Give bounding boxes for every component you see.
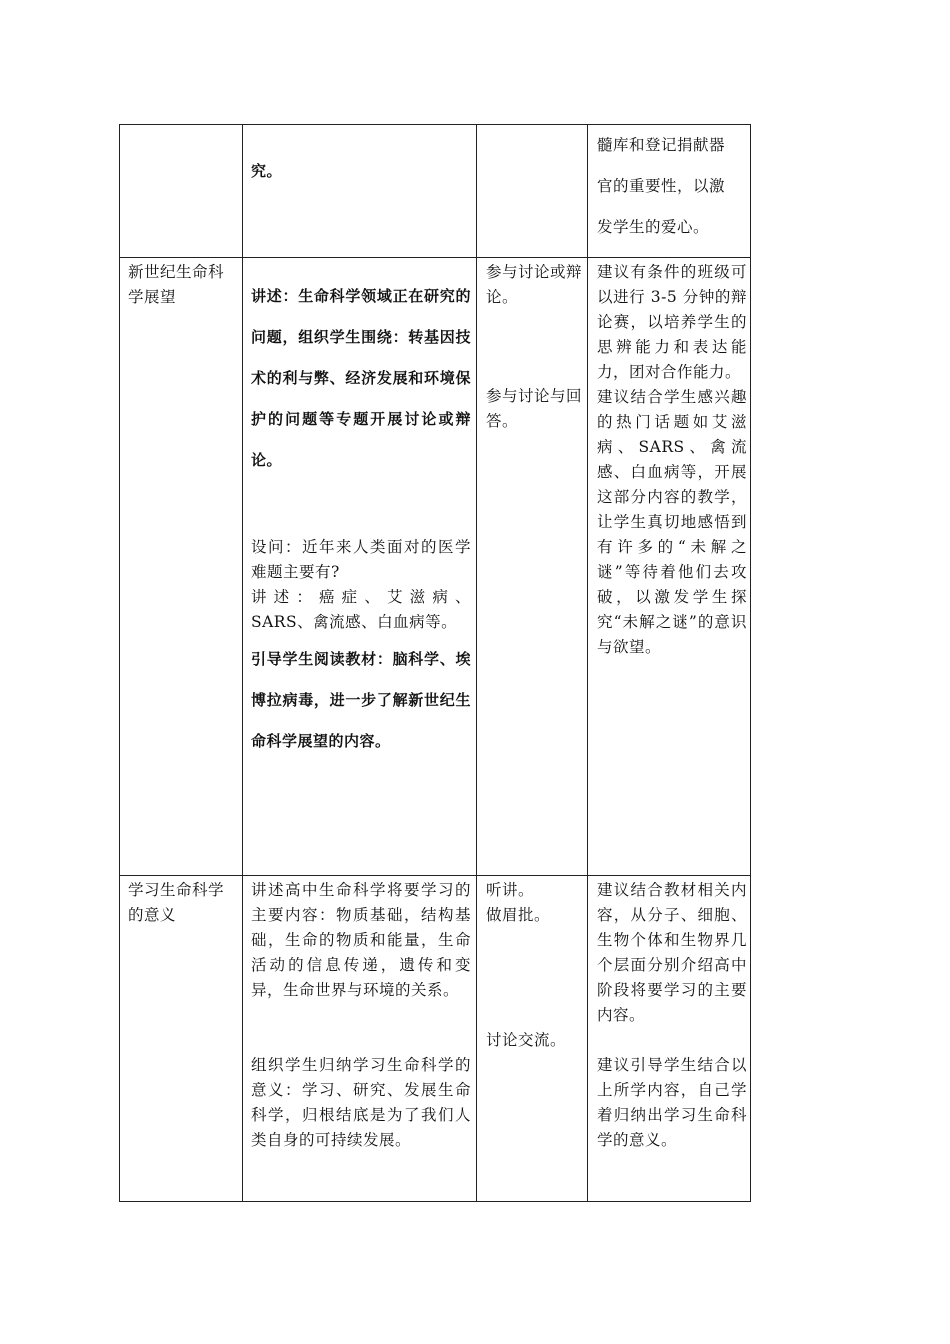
activity-text: 组织学生归纳学习生命科学的意义：学习、研究、发展生命科学，归根结底是为了我们人类自身的可持续发展。: [251, 1056, 471, 1149]
table-row-2-topic: [128, 260, 238, 310]
note-text: 建议结合教材相关内容，从分子、细胞、生物个体和生物界几个层面分别介绍高中阶段将要学习的主要内容。: [597, 881, 747, 1024]
table-row-2-note: [597, 260, 747, 660]
activity-bold-text: 讲述：生命科学领域正在研究的问题，组织学生围绕：转基因技术的利与弊、经济发展和环境保护的问题等专题开展讨论或辩论。: [251, 287, 471, 469]
student-text: 讨论交流。: [486, 1031, 567, 1049]
table-row-2-student: [486, 260, 582, 434]
topic-text: 新世纪生命科学展望: [128, 263, 225, 306]
note-text: 建议结合学生感兴趣的热门话题如艾滋病、SARS、禽流感、白血病等，开展这部分内容的教学，让学生真切地感悟到有许多的“未解之谜”等待着他们去攻破，以激发学生探究“未解之谜”的意识与欲望。: [597, 388, 747, 656]
student-text: 做眉批。: [486, 906, 551, 924]
row-divider: [120, 875, 750, 876]
note-text: 建议引导学生结合以上所学内容，自己学着归纳出学习生命科学的意义。: [597, 1056, 747, 1149]
row-divider: [120, 257, 750, 258]
table-row-3-note: [597, 878, 747, 1153]
column-divider: [476, 125, 477, 1201]
activity-text: 讲述高中生命科学将要学习的主要内容：物质基础，结构基础，生命的物质和能量，生命活动的信息传递，遗传和变异，生命世界与环境的关系。: [251, 881, 471, 999]
column-divider: [587, 125, 588, 1201]
table-row-3-topic: [128, 878, 238, 928]
note-text: 建议有条件的班级可以进行 3-5 分钟的辩论赛，以培养学生的思辨能力和表达能力，团对合作能力。: [597, 263, 747, 381]
note-line: 髓库和登记捐献器: [597, 136, 726, 154]
activity-text: 究。: [251, 162, 283, 180]
table-row-2-activity: [251, 276, 471, 762]
activity-answer: 讲述：癌症、艾滋病、SARS、禽流感、白血病等。: [251, 588, 471, 631]
student-text: 参与讨论与回答。: [486, 387, 583, 430]
note-line: 发学生的爱心。: [597, 218, 710, 236]
activity-bold-text: 引导学生阅读教材：脑科学、埃博拉病毒，进一步了解新世纪生命科学展望的内容。: [251, 650, 471, 750]
student-text: 听讲。: [486, 881, 535, 899]
table-row-1-note: [597, 125, 747, 248]
activity-question: 设问：近年来人类面对的医学难题主要有?: [251, 538, 471, 581]
note-line: 官的重要性，以激: [597, 177, 726, 195]
column-divider: [242, 125, 243, 1201]
student-text: 参与讨论或辩论。: [486, 263, 583, 306]
topic-text: 学习生命科学的意义: [128, 881, 225, 924]
table-row-3-student: [486, 878, 582, 1053]
table-row-3-activity: [251, 878, 471, 1153]
table-row-1-activity: [251, 159, 471, 184]
lesson-plan-table: [119, 124, 751, 1202]
